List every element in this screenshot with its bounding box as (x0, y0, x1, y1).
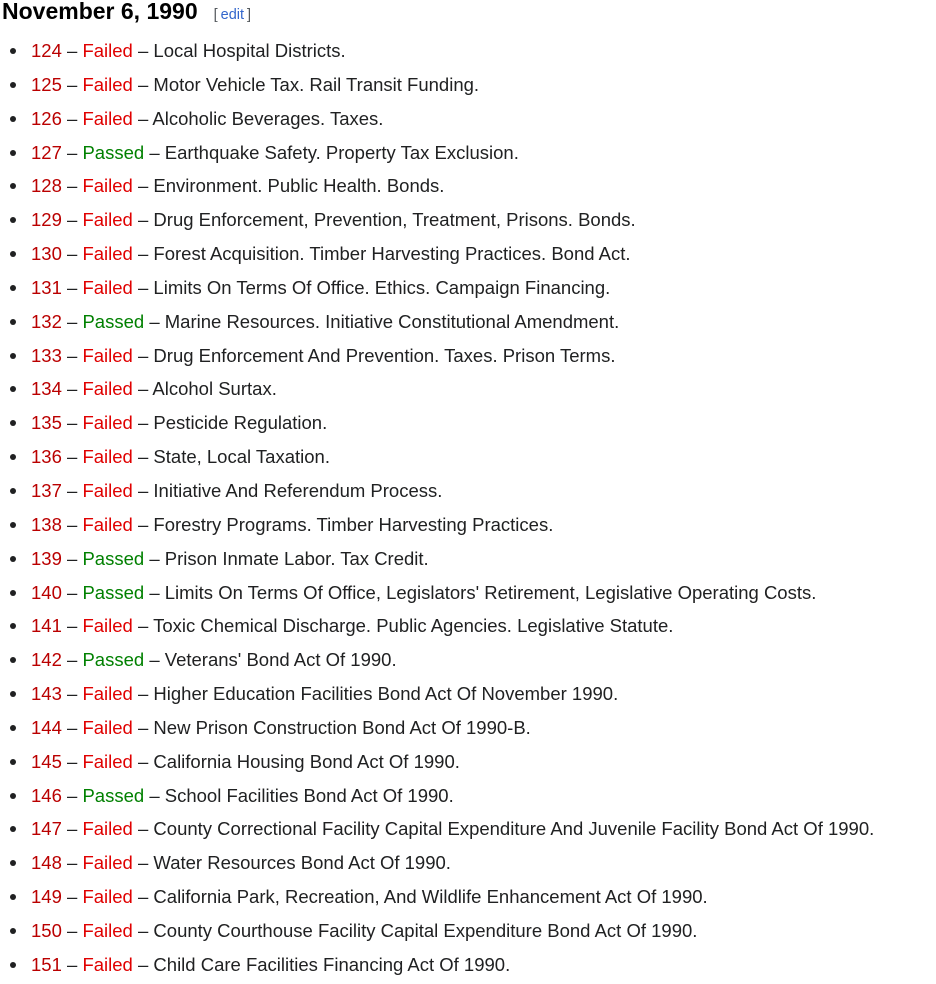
proposition-number-link[interactable]: 135 (31, 412, 62, 434)
result-status: Failed (82, 243, 133, 265)
proposition-number-link[interactable]: 144 (31, 716, 62, 738)
proposition-title: Forestry Programs. Timber Harvesting Practices. (153, 513, 554, 535)
proposition-number-link[interactable]: 150 (31, 919, 62, 941)
bullet-icon (10, 285, 16, 291)
proposition-number-link[interactable]: 126 (31, 107, 62, 129)
result-status: Failed (82, 513, 133, 535)
bullet-icon (10, 319, 16, 325)
proposition-title: County Correctional Facility Capital Expenditure And Juvenile Facility Bond Act Of 1990. (153, 818, 875, 840)
separator: – (67, 73, 83, 95)
separator: – (67, 750, 83, 772)
edit-link[interactable]: edit (220, 7, 245, 23)
bullet-icon (10, 590, 16, 596)
proposition-item (0, 846, 936, 880)
proposition-number-link[interactable]: 136 (31, 446, 62, 468)
separator: – (137, 683, 154, 705)
separator: – (67, 953, 83, 975)
bullet-icon (10, 928, 16, 934)
result-status: Failed (82, 818, 133, 840)
proposition-list (0, 34, 936, 982)
bullet-icon (10, 623, 16, 629)
separator: – (67, 615, 83, 637)
result-status: Failed (82, 73, 133, 95)
result-status: Failed (82, 852, 133, 874)
proposition-item (0, 339, 936, 373)
result-status: Failed (82, 683, 133, 705)
result-status: Passed (82, 310, 145, 332)
bullet-icon (10, 454, 16, 460)
separator: – (67, 378, 83, 400)
separator: – (67, 513, 83, 535)
bullet-icon (10, 860, 16, 866)
result-status: Failed (82, 276, 133, 298)
bullet-icon (10, 894, 16, 900)
proposition-title: California Housing Bond Act Of 1990. (153, 750, 460, 772)
proposition-number-link[interactable]: 145 (31, 750, 62, 772)
separator: – (137, 243, 154, 265)
proposition-item (0, 643, 936, 677)
proposition-number-link[interactable]: 134 (31, 378, 62, 400)
bullet-icon (10, 826, 16, 832)
proposition-item (0, 440, 936, 474)
proposition-item (0, 948, 936, 982)
proposition-title: Drug Enforcement, Prevention, Treatment, Prisons. Bonds. (153, 209, 636, 231)
separator: – (67, 683, 83, 705)
separator: – (137, 73, 154, 95)
proposition-number-link[interactable]: 143 (31, 683, 62, 705)
result-status: Failed (82, 886, 133, 908)
separator: – (67, 919, 83, 941)
proposition-title: Limits On Terms Of Office, Legislators' Retirement, Legislative Operating Costs. (164, 581, 817, 603)
proposition-item (0, 406, 936, 440)
proposition-title: Toxic Chemical Discharge. Public Agencies. Legislative Statute. (153, 615, 674, 637)
bullet-icon (10, 657, 16, 663)
separator: – (137, 446, 154, 468)
proposition-number-link[interactable]: 133 (31, 344, 62, 366)
bullet-icon (10, 488, 16, 494)
separator: – (67, 581, 83, 603)
proposition-item (0, 372, 936, 406)
separator: – (67, 649, 83, 671)
proposition-item (0, 102, 936, 136)
proposition-number-link[interactable]: 148 (31, 852, 62, 874)
separator: – (67, 175, 83, 197)
proposition-item (0, 542, 936, 576)
proposition-title: Higher Education Facilities Bond Act Of November 1990. (153, 683, 619, 705)
proposition-item (0, 745, 936, 779)
bullet-icon (10, 522, 16, 528)
proposition-item (0, 609, 936, 643)
proposition-title: Drug Enforcement And Prevention. Taxes. Prison Terms. (153, 344, 616, 366)
proposition-item (0, 203, 936, 237)
result-status: Failed (82, 107, 133, 129)
separator: – (137, 818, 154, 840)
bullet-icon (10, 386, 16, 392)
proposition-title: Forest Acquisition. Timber Harvesting Practices. Bond Act. (153, 243, 631, 265)
bullet-icon (10, 217, 16, 223)
proposition-number-link[interactable]: 139 (31, 547, 62, 569)
edit-bracket-open: [ (213, 7, 218, 23)
proposition-title: State, Local Taxation. (153, 446, 330, 468)
proposition-item (0, 68, 936, 102)
bullet-icon (10, 82, 16, 88)
separator: – (67, 344, 83, 366)
bullet-icon (10, 759, 16, 765)
proposition-item (0, 305, 936, 339)
proposition-item (0, 271, 936, 305)
separator: – (137, 852, 154, 874)
separator: – (137, 750, 154, 772)
separator: – (149, 581, 165, 603)
separator: – (137, 175, 154, 197)
proposition-title: Alcohol Surtax. (152, 378, 277, 400)
proposition-number-link[interactable]: 142 (31, 649, 62, 671)
proposition-number-link[interactable]: 141 (31, 615, 62, 637)
separator: – (67, 818, 83, 840)
separator: – (137, 378, 153, 400)
result-status: Failed (82, 344, 133, 366)
proposition-item (0, 914, 936, 948)
separator: – (149, 784, 165, 806)
result-status: Failed (82, 953, 133, 975)
proposition-number-link[interactable]: 151 (31, 953, 62, 975)
result-status: Failed (82, 175, 133, 197)
bullet-icon (10, 725, 16, 731)
proposition-title: Earthquake Safety. Property Tax Exclusion. (164, 141, 519, 163)
proposition-number-link[interactable]: 131 (31, 276, 62, 298)
bullet-icon (10, 962, 16, 968)
bullet-icon (10, 793, 16, 799)
proposition-number-link[interactable]: 146 (31, 784, 62, 806)
result-status: Failed (82, 40, 133, 61)
result-status: Passed (82, 141, 145, 163)
proposition-title: New Prison Construction Bond Act Of 1990-B. (153, 716, 531, 738)
separator: – (67, 310, 83, 332)
result-status: Failed (82, 716, 133, 738)
bullet-icon (10, 251, 16, 257)
proposition-item (0, 779, 936, 813)
separator: – (67, 446, 83, 468)
bullet-icon (10, 691, 16, 697)
proposition-number-link[interactable]: 127 (31, 141, 62, 163)
proposition-item (0, 812, 936, 846)
proposition-title: Water Resources Bond Act Of 1990. (153, 852, 451, 874)
proposition-item (0, 136, 936, 170)
separator: – (67, 784, 83, 806)
proposition-number-link[interactable]: 125 (31, 73, 62, 95)
bullet-icon (10, 353, 16, 359)
separator: – (137, 479, 154, 501)
proposition-title: Alcoholic Beverages. Taxes. (152, 107, 384, 129)
separator: – (137, 953, 154, 975)
result-status: Failed (82, 750, 133, 772)
separator: – (67, 276, 83, 298)
bullet-icon (10, 116, 16, 122)
separator: – (149, 310, 165, 332)
separator: – (67, 412, 83, 434)
proposition-number-link[interactable]: 128 (31, 175, 62, 197)
separator: – (67, 852, 83, 874)
separator: – (137, 344, 154, 366)
separator: – (137, 209, 154, 231)
result-status: Passed (82, 649, 145, 671)
proposition-title: Child Care Facilities Financing Act Of 1990. (153, 953, 511, 975)
separator: – (149, 141, 165, 163)
proposition-item (0, 508, 936, 542)
result-status: Failed (82, 209, 133, 231)
result-status: Failed (82, 412, 133, 434)
proposition-item (0, 576, 936, 610)
separator: – (67, 107, 83, 129)
result-status: Failed (82, 479, 133, 501)
result-status: Passed (82, 784, 145, 806)
separator: – (137, 40, 154, 61)
proposition-number-link[interactable]: 147 (31, 818, 62, 840)
separator: – (67, 209, 83, 231)
proposition-item (0, 711, 936, 745)
separator: – (67, 716, 83, 738)
separator: – (137, 513, 154, 535)
separator: – (137, 716, 154, 738)
proposition-title: School Facilities Bond Act Of 1990. (164, 784, 454, 806)
result-status: Passed (82, 547, 145, 569)
result-status: Passed (82, 581, 145, 603)
separator: – (137, 276, 154, 298)
bullet-icon (10, 420, 16, 426)
proposition-title: Motor Vehicle Tax. Rail Transit Funding. (153, 73, 480, 95)
result-status: Failed (82, 615, 133, 637)
separator: – (137, 615, 154, 637)
edit-bracket-close: ] (247, 7, 252, 23)
proposition-title: Initiative And Referendum Process. (153, 479, 443, 501)
bullet-icon (10, 556, 16, 562)
separator: – (67, 886, 83, 908)
bullet-icon (10, 48, 16, 54)
proposition-title: Local Hospital Districts. (153, 40, 346, 61)
section-heading (2, 0, 251, 32)
separator: – (149, 547, 165, 569)
proposition-number-link[interactable]: 124 (31, 40, 62, 61)
proposition-title: Limits On Terms Of Office. Ethics. Campaign Financing. (153, 276, 611, 298)
proposition-number-link[interactable]: 140 (31, 581, 62, 603)
edit-section (214, 7, 251, 23)
result-status: Failed (82, 446, 133, 468)
proposition-item (0, 34, 936, 68)
proposition-number-link[interactable]: 137 (31, 479, 62, 501)
proposition-number-link[interactable]: 129 (31, 209, 62, 231)
proposition-number-link[interactable]: 132 (31, 310, 62, 332)
result-status: Failed (82, 378, 133, 400)
proposition-number-link[interactable]: 130 (31, 243, 62, 265)
separator: – (137, 919, 154, 941)
separator: – (137, 886, 154, 908)
proposition-title: Environment. Public Health. Bonds. (153, 175, 445, 197)
proposition-number-link[interactable]: 138 (31, 513, 62, 535)
proposition-item (0, 169, 936, 203)
section-title: November 6, 1990 (2, 0, 198, 24)
proposition-number-link[interactable]: 149 (31, 886, 62, 908)
proposition-title: Marine Resources. Initiative Constitutional Amendment. (164, 310, 620, 332)
proposition-title: Prison Inmate Labor. Tax Credit. (164, 547, 429, 569)
proposition-item (0, 474, 936, 508)
proposition-title: Pesticide Regulation. (153, 412, 328, 434)
separator: – (67, 547, 83, 569)
bullet-icon (10, 150, 16, 156)
separator: – (67, 40, 83, 61)
separator: – (137, 107, 153, 129)
separator: – (67, 479, 83, 501)
proposition-title: County Courthouse Facility Capital Expenditure Bond Act Of 1990. (153, 919, 698, 941)
separator: – (67, 141, 83, 163)
result-status: Failed (82, 919, 133, 941)
proposition-item (0, 237, 936, 271)
separator: – (137, 412, 154, 434)
separator: – (149, 649, 165, 671)
proposition-item (0, 880, 936, 914)
bullet-icon (10, 183, 16, 189)
proposition-item (0, 677, 936, 711)
separator: – (67, 243, 83, 265)
proposition-title: Veterans' Bond Act Of 1990. (164, 649, 397, 671)
proposition-title: California Park, Recreation, And Wildlife Enhancement Act Of 1990. (153, 886, 708, 908)
